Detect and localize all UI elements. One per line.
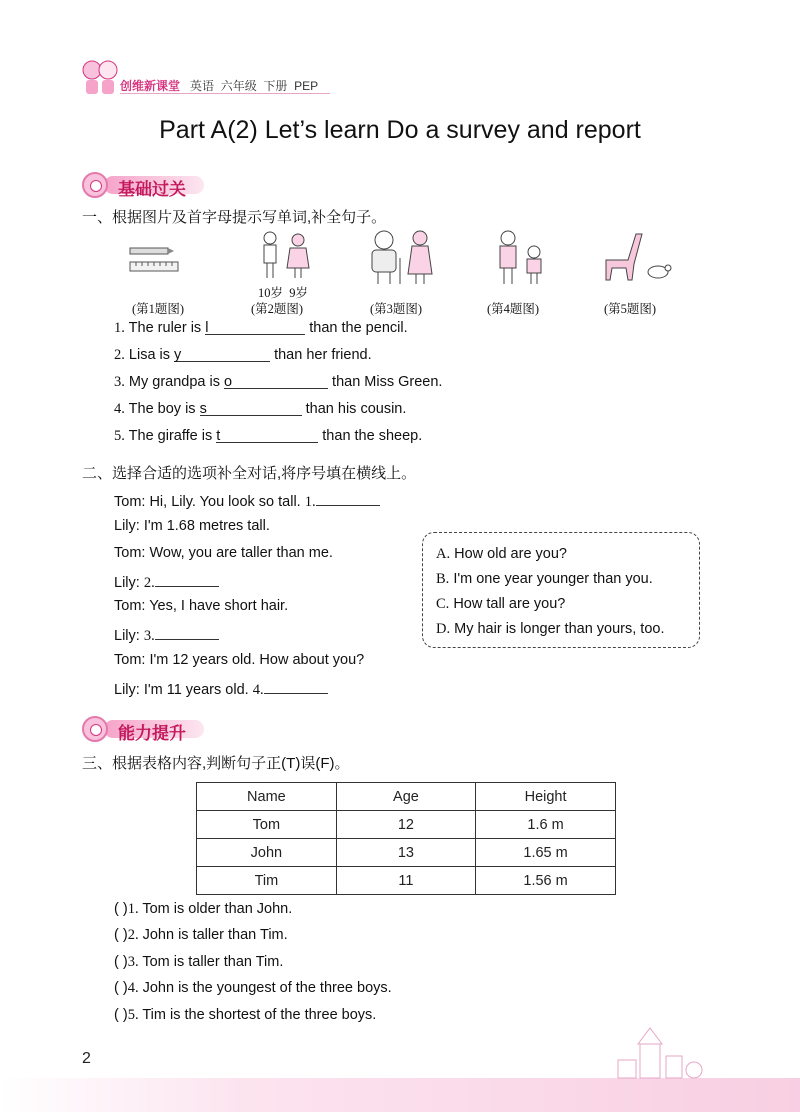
- girl-face-icon: [82, 716, 108, 742]
- q3-heading: 三、根据表格内容,判断句子正(T)误(F)。: [82, 755, 350, 772]
- girl-face-icon: [82, 172, 108, 198]
- option-d: D. My hair is longer than yours, too.: [436, 621, 665, 637]
- header-subject: 英语: [190, 79, 215, 93]
- statement-2: ( )2. John is taller than Tim.: [114, 927, 288, 943]
- table-header: Height: [476, 783, 616, 811]
- dialog-line-8: Lily: I'm 11 years old. 4.: [114, 679, 328, 699]
- table-cell: 12: [336, 811, 475, 839]
- dialog-line-5: Tom: Yes, I have short hair.: [114, 598, 289, 614]
- answer-paren-3[interactable]: ( ): [114, 954, 128, 970]
- header-volume: 下册: [263, 79, 288, 93]
- answer-paren-5[interactable]: ( ): [114, 1007, 128, 1023]
- table-header-row: [197, 783, 616, 811]
- answer-paren-2[interactable]: ( ): [114, 927, 128, 943]
- table-row: [197, 867, 616, 895]
- dialog-blank-4[interactable]: [264, 679, 328, 694]
- caption-1: (第1题图): [132, 302, 185, 316]
- dialog-line-2: Lily: I'm 1.68 metres tall.: [114, 518, 270, 534]
- caption-2: (第2题图): [251, 302, 304, 316]
- header-mascot-icon: [78, 56, 122, 96]
- table-row: [197, 839, 616, 867]
- statement-5: ( )5. Tim is the shortest of the three boys.: [114, 1007, 377, 1023]
- q1-item-3: 3. My grandpa is o than Miss Green.: [114, 374, 443, 390]
- two-kids-picture-icon: [256, 230, 316, 282]
- header-rule: [120, 93, 330, 94]
- q1-blank-4[interactable]: s: [200, 401, 302, 416]
- option-c: C. How tall are you?: [436, 596, 566, 612]
- q1-blank-1[interactable]: l: [205, 320, 305, 335]
- option-a: A. How old are you?: [436, 546, 567, 562]
- page-title: Part A(2) Let’s learn Do a survey and report: [159, 116, 641, 144]
- table-cell: 1.6 m: [476, 811, 616, 839]
- table-cell: John: [197, 839, 337, 867]
- table-cell: 11: [336, 867, 475, 895]
- dialog-blank-3[interactable]: [155, 625, 219, 640]
- dialog-line-3: Tom: Wow, you are taller than me.: [114, 545, 333, 561]
- header-grade: 六年级: [220, 79, 257, 93]
- dialog-blank-2[interactable]: [155, 572, 219, 587]
- q1-blank-5[interactable]: t: [216, 428, 318, 443]
- dialog-line-4: Lily: 2.: [114, 572, 219, 592]
- castle-decoration-icon: [610, 1026, 710, 1082]
- dialog-blank-1[interactable]: [316, 491, 380, 506]
- age-label-9: 9岁: [289, 286, 309, 300]
- section-badge-label: 基础过关: [118, 180, 186, 199]
- caption-5: (第5题图): [604, 302, 657, 316]
- page-number: 2: [82, 1050, 91, 1067]
- grandpa-woman-picture-icon: [366, 228, 436, 286]
- age-label-10: 10岁: [258, 286, 284, 300]
- dialog-line-7: Tom: I'm 12 years old. How about you?: [114, 652, 365, 668]
- q2-heading: 二、选择合适的选项补全对话,将序号填在横线上。: [82, 465, 417, 482]
- table-row: [197, 811, 616, 839]
- q1-item-4: 4. The boy is s than his cousin.: [114, 401, 407, 417]
- table-cell: Tim: [197, 867, 337, 895]
- header-bar: [120, 77, 318, 94]
- q1-item-2: 2. Lisa is y than her friend.: [114, 347, 372, 363]
- q1-blank-2[interactable]: y: [174, 347, 270, 362]
- header-brand: 创维新课堂: [120, 79, 181, 93]
- statement-1: ( )1. Tom is older than John.: [114, 901, 293, 917]
- table-header: Age: [336, 783, 475, 811]
- section-badge-label: 能力提升: [118, 724, 186, 743]
- option-b: B. I'm one year younger than you.: [436, 571, 653, 587]
- statement-3: ( )3. Tom is taller than Tim.: [114, 954, 284, 970]
- answer-paren-1[interactable]: ( ): [114, 901, 128, 917]
- boy-cousin-picture-icon: [494, 228, 550, 288]
- table-cell: 13: [336, 839, 475, 867]
- giraffe-sheep-picture-icon: [598, 230, 672, 284]
- caption-3: (第3题图): [370, 302, 423, 316]
- answer-paren-4[interactable]: ( ): [114, 980, 128, 996]
- table-header: Name: [197, 783, 337, 811]
- q1-blank-3[interactable]: o: [224, 374, 328, 389]
- q1-heading: 一、根据图片及首字母提示写单词,补全句子。: [82, 209, 387, 226]
- survey-table: [196, 782, 616, 895]
- section-badge-advanced: [82, 716, 212, 742]
- q1-item-1: 1. The ruler is l than the pencil.: [114, 320, 408, 336]
- table-cell: 1.56 m: [476, 867, 616, 895]
- caption-4: (第4题图): [487, 302, 540, 316]
- table-cell: 1.65 m: [476, 839, 616, 867]
- table-cell: Tom: [197, 811, 337, 839]
- statement-4: ( )4. John is the youngest of the three boys.: [114, 980, 392, 996]
- section-badge-basic: [82, 172, 212, 198]
- dialog-line-6: Lily: 3.: [114, 625, 219, 645]
- dialog-line-1: Tom: Hi, Lily. You look so tall. 1.: [114, 491, 380, 511]
- header-edition: PEP: [294, 79, 319, 93]
- q1-item-5: 5. The giraffe is t than the sheep.: [114, 428, 423, 444]
- footer-band: [0, 1078, 800, 1112]
- ruler-pencil-picture-icon: [128, 244, 180, 278]
